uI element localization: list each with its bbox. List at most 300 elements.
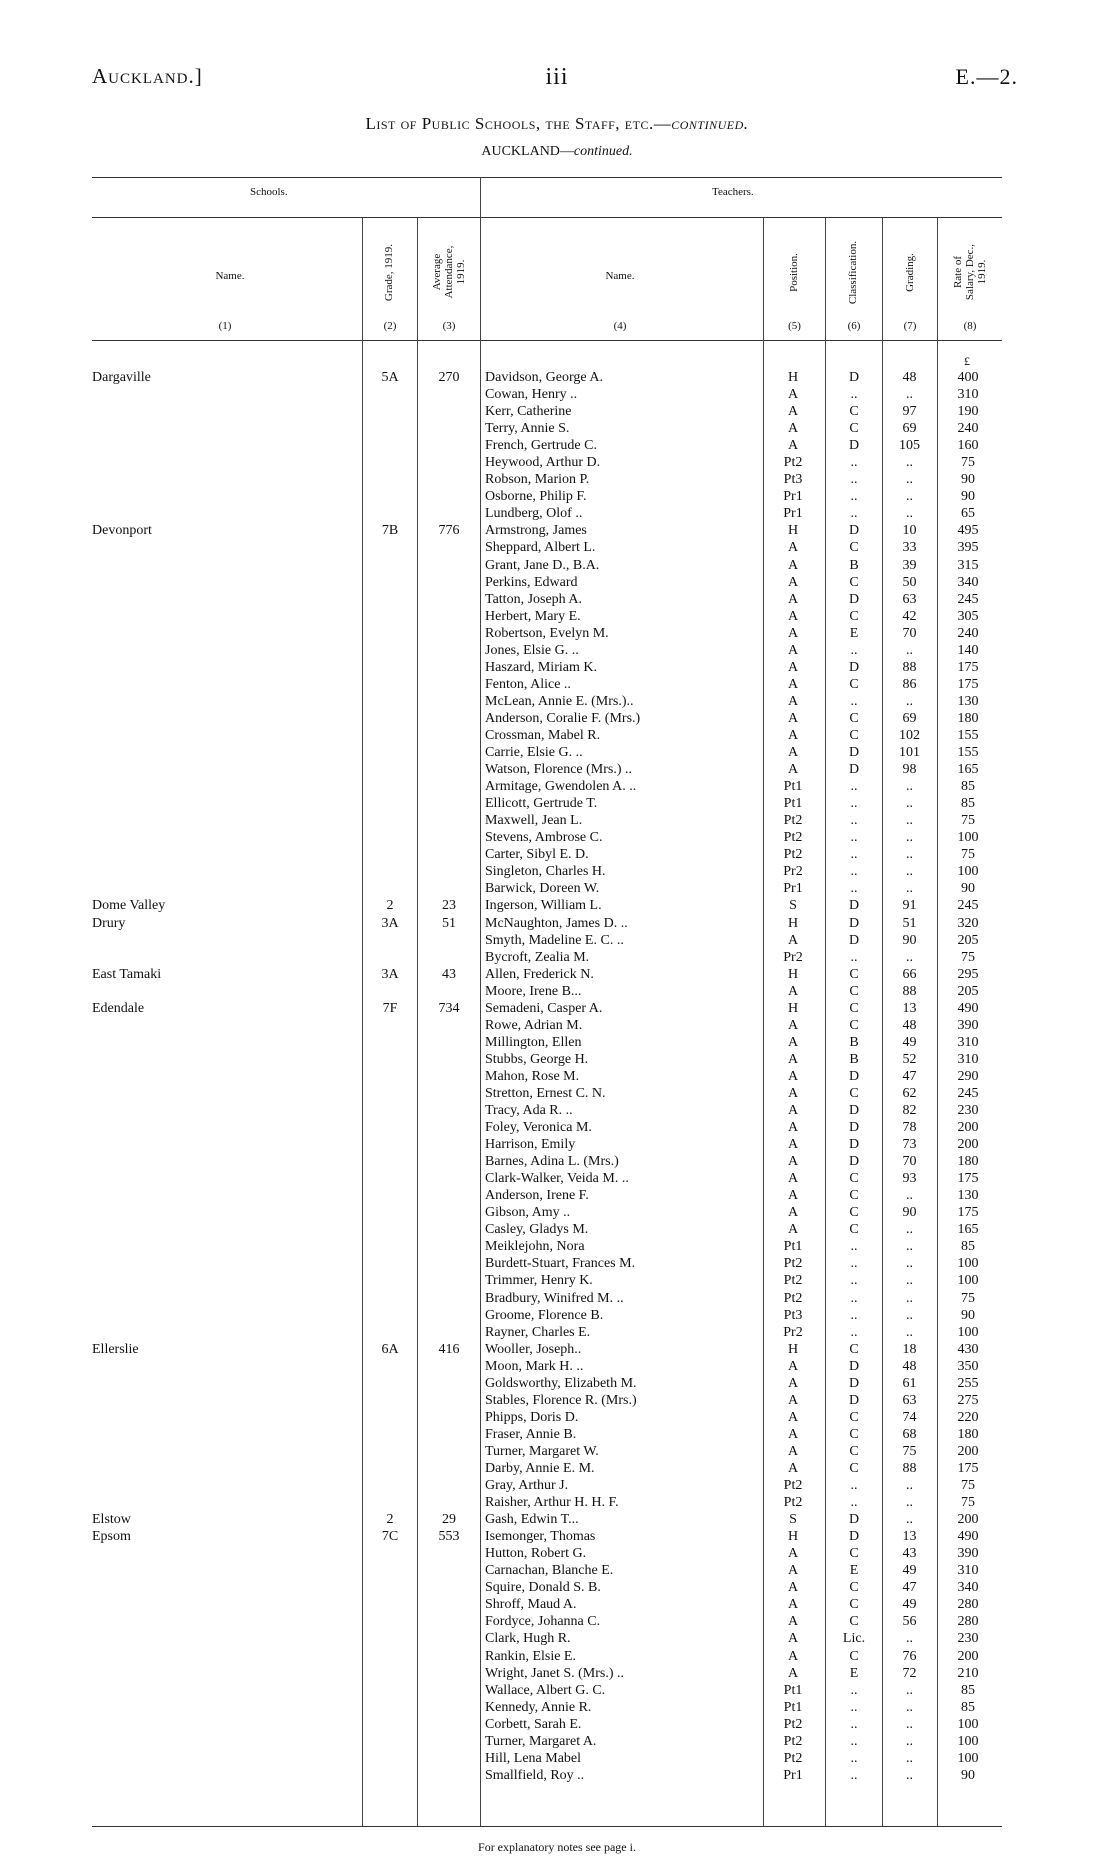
- position-cell: Pr1: [783, 881, 803, 897]
- salary-cell: 295: [957, 966, 979, 982]
- position-cell: A: [787, 1409, 799, 1425]
- teacher-name-cell: Wooller, Joseph..: [485, 1341, 582, 1357]
- table-row: [0, 625, 1114, 642]
- column-number-3: (3): [442, 320, 456, 332]
- salary-cell: 310: [957, 1051, 979, 1067]
- grading-cell: ..: [906, 813, 913, 829]
- teacher-name-cell: Sheppard, Albert L.: [485, 540, 596, 556]
- position-cell: A: [787, 1426, 799, 1442]
- salary-cell: 310: [957, 387, 979, 403]
- position-cell: Pt1: [783, 1239, 803, 1255]
- teacher-name-cell: Turner, Margaret A.: [485, 1733, 597, 1749]
- teacher-name-cell: Davidson, George A.: [485, 370, 603, 385]
- salary-cell: 90: [961, 1307, 975, 1323]
- table-row: [0, 1324, 1114, 1341]
- teacher-name-cell: Raisher, Arthur H. H. F.: [485, 1495, 619, 1511]
- column-header-attendance: [418, 222, 480, 322]
- grading-cell: 43: [902, 1546, 917, 1562]
- position-cell: A: [787, 1222, 799, 1238]
- salary-cell: 130: [957, 1188, 979, 1204]
- grading-cell: 105: [899, 438, 920, 454]
- classification-cell: C: [849, 574, 859, 590]
- table-row: [0, 1733, 1114, 1750]
- grading-cell: ..: [906, 1733, 913, 1749]
- table-row: [0, 1545, 1114, 1562]
- school-name-cell: Edendale: [92, 1000, 145, 1016]
- school-name-cell: Elstow: [92, 1512, 131, 1528]
- grading-cell: 49: [902, 1563, 917, 1579]
- table-body: [0, 369, 1114, 1784]
- salary-cell: 90: [961, 881, 975, 897]
- grading-cell: ..: [906, 1307, 913, 1323]
- position-cell: A: [787, 1392, 799, 1408]
- position-cell: Pt1: [783, 1699, 803, 1715]
- teacher-name-cell: Rankin, Elsie E.: [485, 1648, 576, 1664]
- grading-cell: 98: [902, 762, 917, 778]
- salary-cell: 100: [957, 864, 979, 880]
- classification-cell: ..: [850, 1239, 858, 1255]
- table-row: [0, 1136, 1114, 1153]
- salary-cell: 155: [957, 745, 979, 761]
- classification-cell: Lic.: [842, 1631, 866, 1647]
- classification-cell: ..: [850, 472, 858, 488]
- grading-cell: 75: [902, 1443, 917, 1459]
- grading-cell: 90: [902, 932, 917, 948]
- table-row: [0, 1170, 1114, 1187]
- teacher-name-cell: Fraser, Annie B.: [485, 1426, 577, 1442]
- salary-cell: 200: [957, 1512, 979, 1528]
- position-cell: A: [787, 404, 799, 420]
- column-number-6: (6): [847, 320, 861, 332]
- salary-cell: 230: [957, 1631, 979, 1647]
- group-header-teachers: Teachers.: [712, 186, 754, 198]
- column-header-grade: [363, 222, 417, 322]
- teacher-name-cell: Fenton, Alice ..: [485, 676, 571, 692]
- teacher-name-cell: Terry, Annie S.: [485, 421, 570, 437]
- grading-cell: 76: [902, 1648, 917, 1664]
- running-header-left: Auckland.]: [92, 64, 203, 88]
- teacher-name-cell: Casley, Gladys M.: [485, 1222, 589, 1238]
- salary-cell: 290: [957, 1068, 979, 1084]
- classification-cell: ..: [850, 1290, 858, 1306]
- teacher-name-cell: McNaughton, James D. ..: [485, 915, 628, 931]
- grading-cell: ..: [906, 455, 913, 471]
- table-row: [0, 932, 1114, 949]
- classification-cell: E: [849, 1665, 859, 1681]
- grading-cell: 49: [902, 1034, 917, 1050]
- table-row: [0, 1426, 1114, 1443]
- table-row: [0, 505, 1114, 522]
- grading-cell: 78: [902, 1120, 917, 1136]
- table-row: [0, 1187, 1114, 1204]
- teacher-name-cell: Armitage, Gwendolen A. ..: [485, 779, 637, 795]
- classification-cell: C: [849, 1222, 859, 1238]
- teacher-name-cell: Corbett, Sarah E.: [485, 1716, 582, 1732]
- table-row: [0, 676, 1114, 693]
- table-row: [0, 488, 1114, 505]
- position-cell: Pt2: [783, 1716, 803, 1732]
- table-row: [0, 846, 1114, 863]
- salary-cell: 100: [957, 1256, 979, 1272]
- table-row: [0, 761, 1114, 778]
- teacher-name-cell: Turner, Margaret W.: [485, 1443, 599, 1459]
- salary-cell: 280: [957, 1597, 979, 1613]
- page-title-main: List of Public Schools, the Staff, etc.—: [365, 114, 672, 133]
- table-row: [0, 1767, 1114, 1784]
- position-cell: A: [787, 1358, 799, 1374]
- salary-cell: 75: [961, 455, 975, 471]
- classification-cell: C: [849, 1443, 859, 1459]
- grading-cell: 63: [902, 1392, 917, 1408]
- grading-cell: 61: [902, 1375, 917, 1391]
- grading-cell: 48: [902, 370, 917, 385]
- classification-cell: D: [848, 1068, 860, 1084]
- table-row: [0, 557, 1114, 574]
- grading-cell: ..: [906, 1290, 913, 1306]
- grading-cell: 70: [902, 625, 917, 641]
- classification-cell: ..: [850, 1767, 858, 1783]
- position-cell: A: [787, 1068, 799, 1084]
- teacher-name-cell: Hill, Lena Mabel: [485, 1750, 582, 1766]
- table-row: [0, 829, 1114, 846]
- column-number-1: (1): [218, 320, 232, 332]
- salary-cell: 180: [957, 1426, 979, 1442]
- position-cell: Pr1: [783, 489, 803, 505]
- column-header-attendance-text: Average Attendance, 1919.: [431, 245, 467, 299]
- classification-cell: ..: [850, 864, 858, 880]
- table-row: [0, 897, 1114, 914]
- grading-cell: 101: [899, 745, 920, 761]
- classification-cell: D: [848, 1358, 860, 1374]
- grade-cell: 2: [386, 1512, 394, 1528]
- table-row: [0, 1409, 1114, 1426]
- table-row: [0, 1034, 1114, 1051]
- column-header-grading: [883, 222, 937, 322]
- classification-cell: D: [848, 898, 860, 914]
- grading-cell: ..: [906, 1239, 913, 1255]
- column-header-salary-text: Rate of Salary, Dec., 1919.: [952, 243, 988, 301]
- classification-cell: E: [849, 1563, 859, 1579]
- teacher-name-cell: Squire, Donald S. B.: [485, 1580, 601, 1596]
- position-cell: A: [787, 1563, 799, 1579]
- position-cell: H: [787, 1341, 799, 1357]
- grading-cell: ..: [906, 1495, 913, 1511]
- table-row: [0, 1477, 1114, 1494]
- grading-cell: ..: [906, 1631, 913, 1647]
- position-cell: A: [787, 642, 799, 658]
- attendance-cell: 43: [442, 966, 456, 982]
- grading-cell: 66: [902, 966, 917, 982]
- teacher-name-cell: Harrison, Emily: [485, 1137, 576, 1153]
- position-cell: A: [787, 1120, 799, 1136]
- teacher-name-cell: Carrie, Elsie G. ..: [485, 745, 583, 761]
- grading-cell: ..: [906, 489, 913, 505]
- table-row: [0, 1648, 1114, 1665]
- table-row: [0, 863, 1114, 880]
- page-subtitle: [0, 144, 1114, 160]
- attendance-cell: 29: [442, 1512, 456, 1528]
- column-header-classification-text: Classification.: [847, 240, 860, 304]
- table-row: [0, 1528, 1114, 1545]
- school-name-cell: Ellerslie: [92, 1341, 139, 1357]
- salary-cell: 340: [957, 1580, 979, 1596]
- classification-cell: C: [849, 1461, 859, 1476]
- salary-cell: 200: [957, 1648, 979, 1664]
- position-cell: Pt2: [783, 847, 803, 863]
- position-cell: A: [787, 557, 799, 573]
- position-cell: H: [787, 1000, 799, 1016]
- grading-cell: 10: [902, 523, 917, 539]
- position-cell: A: [787, 1103, 799, 1119]
- group-header-rule: [92, 217, 1002, 218]
- salary-cell: 490: [957, 1000, 979, 1016]
- table-row: [0, 471, 1114, 488]
- classification-cell: C: [849, 710, 859, 726]
- column-number-7: (7): [903, 320, 917, 332]
- salary-cell: 90: [961, 472, 975, 488]
- table-row: [0, 1596, 1114, 1613]
- salary-cell: 100: [957, 1324, 979, 1340]
- teacher-name-cell: Stevens, Ambrose C.: [485, 830, 603, 846]
- salary-cell: 310: [957, 1563, 979, 1579]
- salary-cell: 65: [961, 506, 975, 522]
- teacher-name-cell: Clark, Hugh R.: [485, 1631, 571, 1647]
- table-row: [0, 1341, 1114, 1358]
- classification-cell: D: [848, 1120, 860, 1136]
- classification-cell: C: [849, 1085, 859, 1101]
- classification-cell: ..: [850, 455, 858, 471]
- table-top-rule: [92, 177, 1002, 178]
- table-row: [0, 1750, 1114, 1767]
- salary-cell: 100: [957, 1750, 979, 1766]
- salary-cell: 315: [957, 557, 979, 573]
- teacher-name-cell: Wallace, Albert G. C.: [485, 1682, 606, 1698]
- salary-cell: 390: [957, 1017, 979, 1033]
- position-cell: S: [789, 1512, 797, 1528]
- page-title: [0, 114, 1114, 134]
- grading-cell: ..: [906, 1682, 913, 1698]
- grading-cell: 102: [899, 727, 920, 743]
- position-cell: A: [787, 625, 799, 641]
- position-cell: A: [787, 540, 799, 556]
- table-row: [0, 1272, 1114, 1289]
- school-name-cell: Drury: [92, 915, 126, 931]
- teacher-name-cell: Gray, Arthur J.: [485, 1478, 569, 1494]
- position-cell: A: [787, 591, 799, 607]
- table-row: [0, 1562, 1114, 1579]
- salary-cell: 430: [957, 1341, 979, 1357]
- classification-cell: D: [848, 1392, 860, 1408]
- position-cell: Pt1: [783, 779, 803, 795]
- grading-cell: 50: [902, 574, 917, 590]
- position-cell: Pt2: [783, 1290, 803, 1306]
- table-row: [0, 454, 1114, 471]
- grading-cell: 51: [902, 915, 917, 931]
- salary-cell: 100: [957, 1716, 979, 1732]
- classification-cell: ..: [850, 506, 858, 522]
- teacher-name-cell: Tracy, Ada R. ..: [485, 1103, 573, 1119]
- grading-cell: ..: [906, 472, 913, 488]
- classification-cell: D: [848, 438, 860, 454]
- salary-cell: 175: [957, 659, 979, 675]
- position-cell: Pr1: [783, 506, 803, 522]
- classification-cell: ..: [850, 1699, 858, 1715]
- position-cell: Pt3: [783, 1307, 803, 1323]
- teacher-name-cell: Smallfield, Roy ..: [485, 1767, 585, 1783]
- grading-cell: ..: [906, 830, 913, 846]
- table-row: [0, 1051, 1114, 1068]
- page-title-suffix: continued.: [671, 114, 749, 133]
- school-name-cell: Epsom: [92, 1529, 131, 1545]
- grading-cell: ..: [906, 1512, 913, 1528]
- classification-cell: D: [848, 762, 860, 778]
- school-name-cell: Dargaville: [92, 370, 151, 385]
- position-cell: Pr2: [783, 949, 803, 965]
- classification-cell: D: [848, 523, 860, 539]
- classification-cell: D: [848, 1154, 860, 1170]
- attendance-cell: 416: [438, 1341, 460, 1357]
- table-row: [0, 1699, 1114, 1716]
- classification-cell: D: [848, 370, 860, 385]
- classification-cell: D: [848, 591, 860, 607]
- column-number-rule: [92, 340, 1002, 341]
- teacher-name-cell: Millington, Ellen: [485, 1034, 582, 1050]
- salary-cell: 180: [957, 710, 979, 726]
- grading-cell: 33: [902, 540, 917, 556]
- position-cell: H: [787, 1529, 799, 1545]
- grading-cell: ..: [906, 642, 913, 658]
- classification-cell: B: [849, 557, 859, 573]
- table-row: [0, 744, 1114, 761]
- position-cell: Pr2: [783, 864, 803, 880]
- position-cell: A: [787, 659, 799, 675]
- column-number-2: (2): [383, 320, 397, 332]
- classification-cell: ..: [850, 642, 858, 658]
- salary-cell: 220: [957, 1409, 979, 1425]
- teacher-name-cell: Goldsworthy, Elizabeth M.: [485, 1375, 637, 1391]
- salary-cell: 165: [957, 1222, 979, 1238]
- salary-cell: 240: [957, 625, 979, 641]
- classification-cell: ..: [850, 813, 858, 829]
- classification-cell: C: [849, 608, 859, 624]
- grade-cell: 3A: [381, 966, 399, 982]
- teacher-name-cell: Gash, Edwin T...: [485, 1512, 579, 1528]
- position-cell: A: [787, 1443, 799, 1459]
- teacher-name-cell: Watson, Florence (Mrs.) ..: [485, 762, 633, 778]
- teacher-name-cell: Barnes, Adina L. (Mrs.): [485, 1154, 619, 1170]
- table-row: [0, 642, 1114, 659]
- grading-cell: 63: [902, 591, 917, 607]
- classification-cell: C: [849, 1017, 859, 1033]
- position-cell: Pt3: [783, 472, 803, 488]
- classification-cell: D: [848, 1512, 860, 1528]
- grade-cell: 5A: [381, 370, 399, 385]
- column-header-position-text: Position.: [787, 252, 800, 292]
- position-cell: A: [787, 608, 799, 624]
- grading-cell: 48: [902, 1017, 917, 1033]
- running-header-right: E.—2.: [955, 64, 1018, 89]
- salary-cell: 75: [961, 1495, 975, 1511]
- column-header-grading-text: Grading.: [903, 252, 916, 292]
- salary-cell: 275: [957, 1392, 979, 1408]
- salary-cell: 160: [957, 438, 979, 454]
- classification-cell: C: [849, 1546, 859, 1562]
- salary-cell: 245: [957, 591, 979, 607]
- table-row: [0, 1290, 1114, 1307]
- table-row: [0, 1460, 1114, 1477]
- position-cell: S: [789, 898, 797, 914]
- table-row: [0, 966, 1114, 983]
- position-cell: A: [787, 574, 799, 590]
- grading-cell: 88: [902, 1461, 917, 1476]
- teacher-name-cell: Osborne, Philip F.: [485, 489, 587, 505]
- position-cell: A: [787, 438, 799, 454]
- teacher-name-cell: Rayner, Charles E.: [485, 1324, 591, 1340]
- teacher-name-cell: Foley, Veronica M.: [485, 1120, 592, 1136]
- salary-cell: 255: [957, 1375, 979, 1391]
- salary-cell: 85: [961, 796, 975, 812]
- teacher-name-cell: Lundberg, Olof ..: [485, 506, 583, 522]
- position-cell: A: [787, 387, 799, 403]
- classification-cell: C: [849, 966, 859, 982]
- teacher-name-cell: Clark-Walker, Veida M. ..: [485, 1171, 629, 1187]
- grading-cell: 88: [902, 983, 917, 999]
- salary-cell: 85: [961, 1682, 975, 1698]
- column-header-school-name: Name.: [215, 270, 245, 282]
- classification-cell: ..: [850, 881, 858, 897]
- teacher-name-cell: Stubbs, George H.: [485, 1051, 589, 1067]
- teacher-name-cell: Semadeni, Casper A.: [485, 1000, 603, 1016]
- teacher-name-cell: Moon, Mark H. ..: [485, 1358, 584, 1374]
- salary-cell: 350: [957, 1358, 979, 1374]
- table-row: [0, 386, 1114, 403]
- position-cell: A: [787, 693, 799, 709]
- salary-cell: 90: [961, 489, 975, 505]
- position-cell: A: [787, 1614, 799, 1630]
- classification-cell: C: [849, 1000, 859, 1016]
- column-header-position: [764, 222, 825, 322]
- table-row: [0, 659, 1114, 676]
- table-row: [0, 1630, 1114, 1647]
- salary-cell: 200: [957, 1137, 979, 1153]
- grading-cell: 62: [902, 1085, 917, 1101]
- table-row: [0, 795, 1114, 812]
- column-number-4: (4): [613, 320, 627, 332]
- teacher-name-cell: Bycroft, Zealia M.: [485, 949, 590, 965]
- grading-cell: ..: [906, 847, 913, 863]
- column-header-classification: [826, 222, 882, 322]
- salary-cell: 85: [961, 1699, 975, 1715]
- position-cell: A: [787, 1085, 799, 1101]
- classification-cell: C: [849, 1614, 859, 1630]
- teacher-name-cell: Armstrong, James: [485, 523, 587, 539]
- salary-cell: 210: [957, 1665, 979, 1681]
- table-row: [0, 1102, 1114, 1119]
- salary-cell: 90: [961, 1767, 975, 1783]
- classification-cell: C: [849, 1580, 859, 1596]
- grading-cell: 47: [902, 1580, 917, 1596]
- grading-cell: 82: [902, 1103, 917, 1119]
- grading-cell: 69: [902, 421, 917, 437]
- salary-cell: 490: [957, 1529, 979, 1545]
- grade-cell: 7B: [381, 523, 399, 539]
- position-cell: A: [787, 983, 799, 999]
- grading-cell: ..: [906, 1222, 913, 1238]
- table-row: [0, 693, 1114, 710]
- position-cell: A: [787, 1631, 799, 1647]
- classification-cell: C: [849, 1409, 859, 1425]
- table-row: [0, 1204, 1114, 1221]
